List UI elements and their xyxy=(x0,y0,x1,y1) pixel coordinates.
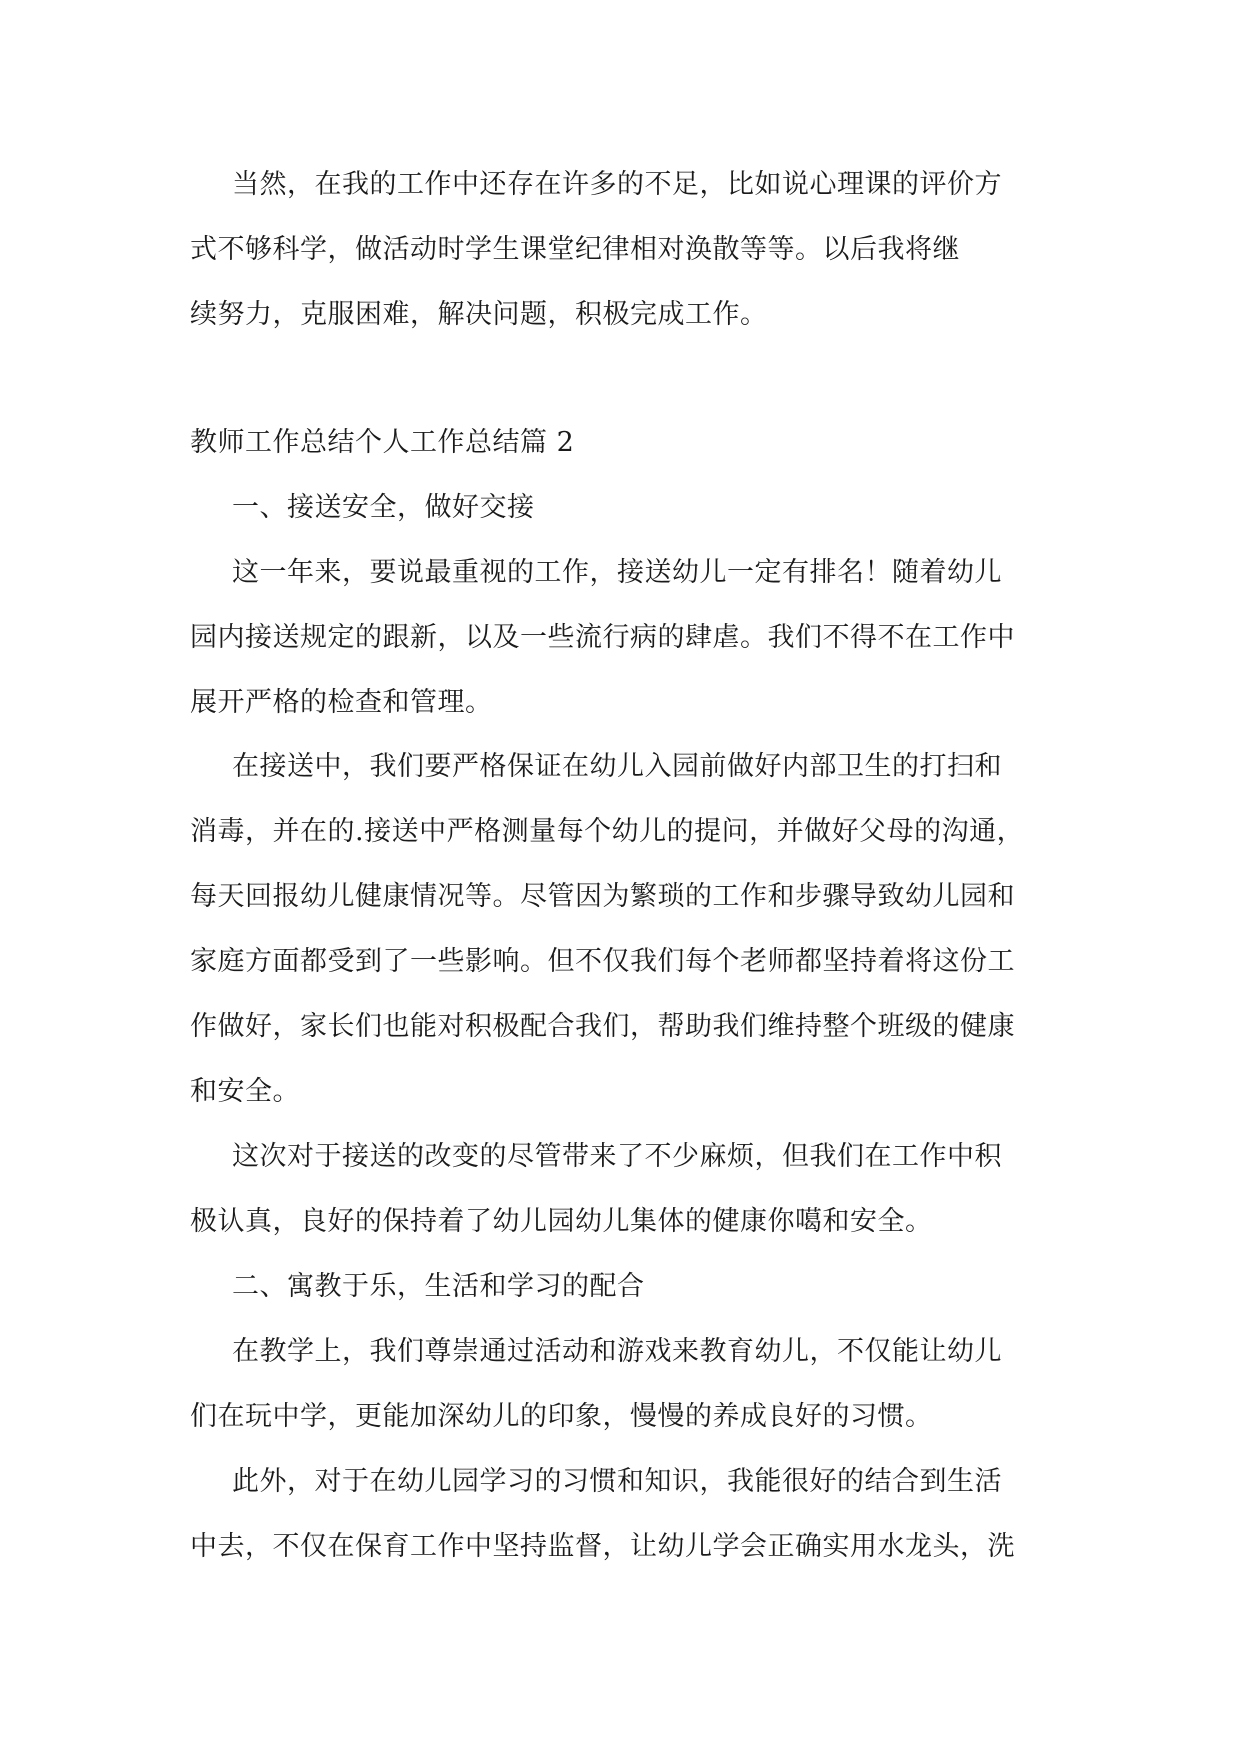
paragraph-line: 在教学上，我们尊崇通过活动和游戏来教育幼儿，不仅能让幼儿 xyxy=(232,1336,1002,1367)
paragraph-line: 家庭方面都受到了一些影响。但不仅我们每个老师都坚持着将这份工 xyxy=(190,946,1015,977)
paragraph-line: 作做好，家长们也能对积极配合我们，帮助我们维持整个班级的健康 xyxy=(190,1011,1015,1042)
paragraph-line: 和安全。 xyxy=(190,1076,300,1107)
paragraph-line: 极认真，良好的保持着了幼儿园幼儿集体的健康你噶和安全。 xyxy=(190,1206,933,1237)
paragraph-line: 在接送中，我们要严格保证在幼儿入园前做好内部卫生的打扫和 xyxy=(232,751,1002,782)
paragraph-line: 每天回报幼儿健康情况等。尽管因为繁琐的工作和步骤导致幼儿园和 xyxy=(190,881,1015,912)
subsection-heading: 二、寓教于乐，生活和学习的配合 xyxy=(232,1271,645,1302)
paragraph-line: 这次对于接送的改变的尽管带来了不少麻烦，但我们在工作中积 xyxy=(232,1141,1002,1172)
paragraph-line: 这一年来，要说最重视的工作，接送幼儿一定有排名！随着幼儿 xyxy=(232,557,1002,588)
paragraph-line: 当然，在我的工作中还存在许多的不足，比如说心理课的评价方 xyxy=(232,169,1002,200)
paragraph-line: 此外，对于在幼儿园学习的习惯和知识，我能很好的结合到生活 xyxy=(232,1466,1002,1497)
paragraph-line: 中去，不仅在保育工作中坚持监督，让幼儿学会正确实用水龙头，洗 xyxy=(190,1531,1015,1562)
paragraph-line: 园内接送规定的跟新，以及一些流行病的肆虐。我们不得不在工作中 xyxy=(190,622,1015,653)
section-heading: 教师工作总结个人工作总结篇 2 xyxy=(190,427,575,458)
paragraph-line: 展开严格的检查和管理。 xyxy=(190,687,493,718)
paragraph-line: 们在玩中学，更能加深幼儿的印象，慢慢的养成良好的习惯。 xyxy=(190,1401,933,1432)
subsection-heading: 一、接送安全，做好交接 xyxy=(232,492,535,523)
paragraph-line: 式不够科学，做活动时学生课堂纪律相对涣散等等。以后我将继 xyxy=(190,234,960,265)
paragraph-line: 消毒，并在的.接送中严格测量每个幼儿的提问，并做好父母的沟通， xyxy=(190,816,1025,847)
paragraph-line: 续努力，克服困难，解决问题，积极完成工作。 xyxy=(190,299,768,330)
